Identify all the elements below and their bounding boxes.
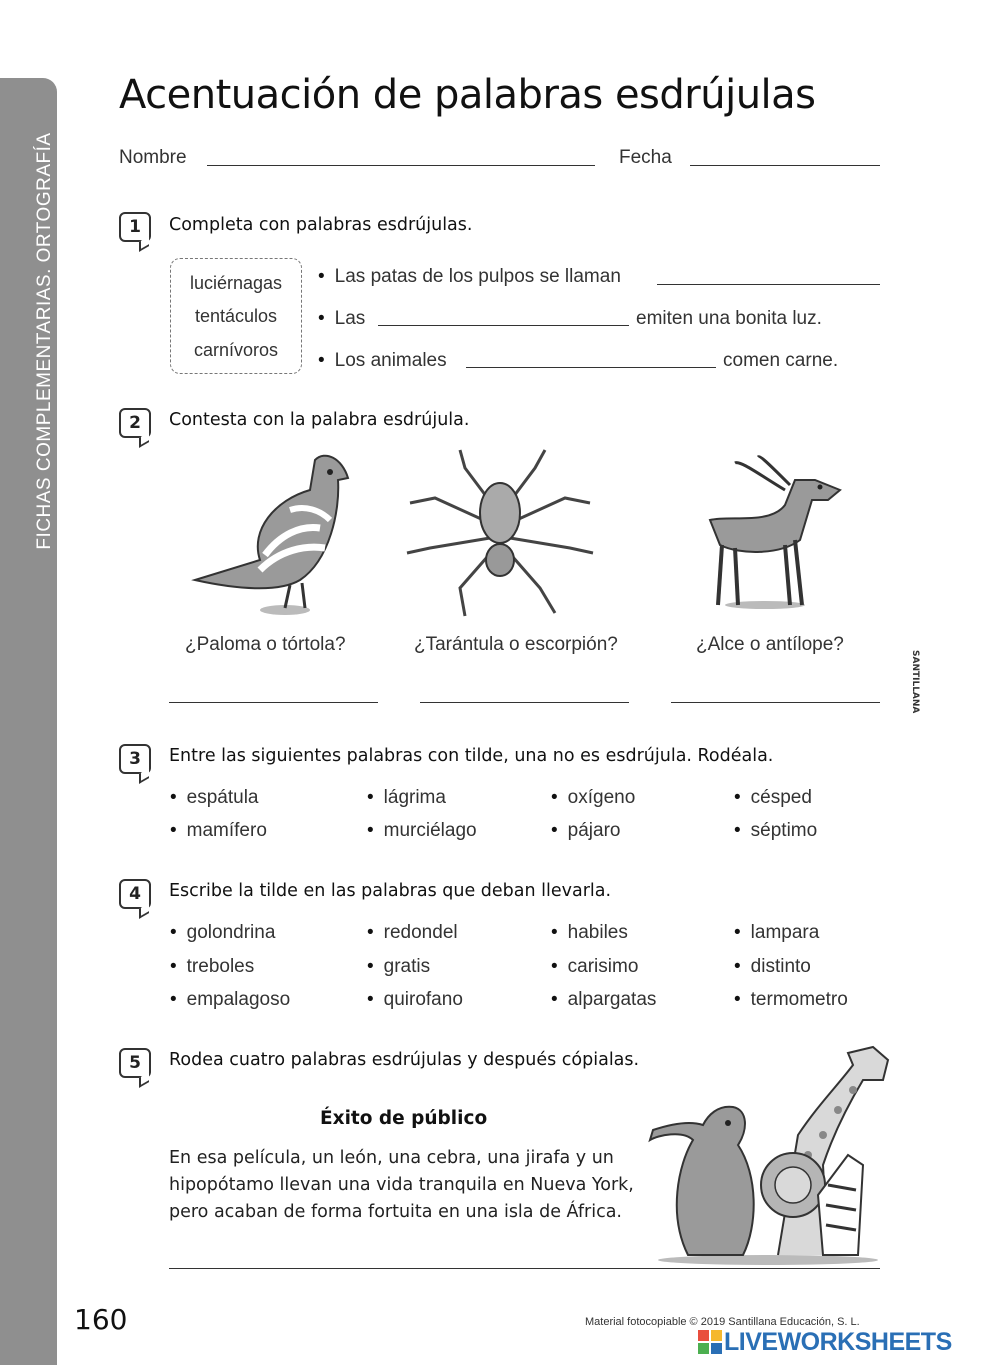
page-number: 160 [74, 1303, 128, 1336]
word-item[interactable]: • golondrina [170, 922, 275, 944]
exercise-4-badge: 4 [119, 879, 151, 909]
exercise-1-badge: 1 [119, 212, 151, 242]
word-box [170, 258, 302, 374]
box-word: luciérnagas [189, 273, 283, 293]
word-item[interactable]: • gratis [367, 956, 430, 978]
animals-illustration [648, 1045, 893, 1267]
sidebar-label: FICHAS COMPLEMENTARIAS. ORTOGRAFÍA [34, 132, 55, 550]
antelope-illustration [700, 445, 845, 613]
word-item[interactable]: • césped [734, 787, 812, 809]
exercise-5-badge: 5 [119, 1048, 151, 1078]
word-item[interactable]: • pájaro [551, 820, 620, 842]
exercise-2-badge: 2 [119, 408, 151, 438]
liveworksheets-logo-icon [698, 1330, 722, 1354]
box-word: carnívoros [193, 340, 279, 360]
exercise-5-instruction: Rodea cuatro palabras esdrújulas y después cópialas. [169, 1050, 640, 1070]
word-item[interactable]: • habiles [551, 922, 628, 944]
sentence-2-start: • Las [318, 308, 365, 330]
sentence-3-end: comen carne. [723, 350, 839, 371]
word-item[interactable]: • oxígeno [551, 787, 635, 809]
story-text [169, 1145, 639, 1226]
word-item[interactable]: • redondel [367, 922, 458, 944]
question-3: ¿Alce o antílope? [696, 634, 844, 655]
exercise-3-badge: 3 [119, 744, 151, 774]
date-field[interactable] [690, 165, 880, 166]
word-item[interactable]: • carisimo [551, 956, 638, 978]
story-line[interactable]: hipopótamo llevan una vida tranquila en Nueva York, [169, 1175, 634, 1195]
answer-field-q1[interactable] [169, 702, 378, 703]
pigeon-illustration [190, 450, 360, 615]
sentence-2-end: emiten una bonita luz. [636, 308, 822, 329]
spider-illustration [405, 448, 595, 618]
exercise-4-instruction: Escribe la tilde en las palabras que deban llevarla. [169, 881, 612, 901]
liveworksheets-brand[interactable]: LIVEWORKSHEETS [724, 1328, 952, 1356]
sentence-1: • Las patas de los pulpos se llaman [318, 266, 621, 288]
exercise-3-instruction: Entre las siguientes palabras con tilde, una no es esdrújula. Rodéala. [169, 746, 774, 766]
word-item[interactable]: • espátula [170, 787, 259, 809]
exercise-1-instruction: Completa con palabras esdrújulas. [169, 215, 473, 235]
story-title: Éxito de público [320, 1108, 488, 1129]
word-item[interactable]: • empalagoso [170, 989, 290, 1011]
question-1: ¿Paloma o tórtola? [185, 634, 346, 655]
word-item[interactable]: • murciélago [367, 820, 477, 842]
santillana-brand: SANTILLANA [910, 650, 920, 714]
answer-field-q2[interactable] [420, 702, 629, 703]
sentence-3-start: • Los animales [318, 350, 447, 372]
word-item[interactable]: • distinto [734, 956, 811, 978]
name-label: Nombre [119, 147, 187, 168]
word-item[interactable]: • séptimo [734, 820, 817, 842]
box-word: tentáculos [194, 306, 278, 326]
answer-field-2[interactable] [378, 325, 629, 326]
date-label: Fecha [619, 147, 672, 168]
name-field[interactable] [207, 165, 595, 166]
answer-field-1[interactable] [657, 284, 880, 285]
word-item[interactable]: • quirofano [367, 989, 463, 1011]
word-item[interactable]: • treboles [170, 956, 254, 978]
page-title: Acentuación de palabras esdrújulas [119, 72, 816, 118]
answer-field-q3[interactable] [671, 702, 880, 703]
word-item[interactable]: • lampara [734, 922, 819, 944]
question-2: ¿Tarántula o escorpión? [414, 634, 618, 655]
word-item[interactable]: • lágrima [367, 787, 446, 809]
story-line[interactable]: pero acaban de forma fortuita en una isla de África. [169, 1202, 622, 1222]
word-item[interactable]: • termometro [734, 989, 848, 1011]
copyright: Material fotocopiable © 2019 Santillana Educación, S. L. [585, 1316, 860, 1328]
word-item[interactable]: • mamífero [170, 820, 267, 842]
answer-field-ex5[interactable] [169, 1268, 880, 1269]
word-item[interactable]: • alpargatas [551, 989, 656, 1011]
exercise-2-instruction: Contesta con la palabra esdrújula. [169, 410, 470, 430]
answer-field-3[interactable] [466, 367, 716, 368]
story-line[interactable]: En esa película, un león, una cebra, una jirafa y un [169, 1148, 614, 1168]
